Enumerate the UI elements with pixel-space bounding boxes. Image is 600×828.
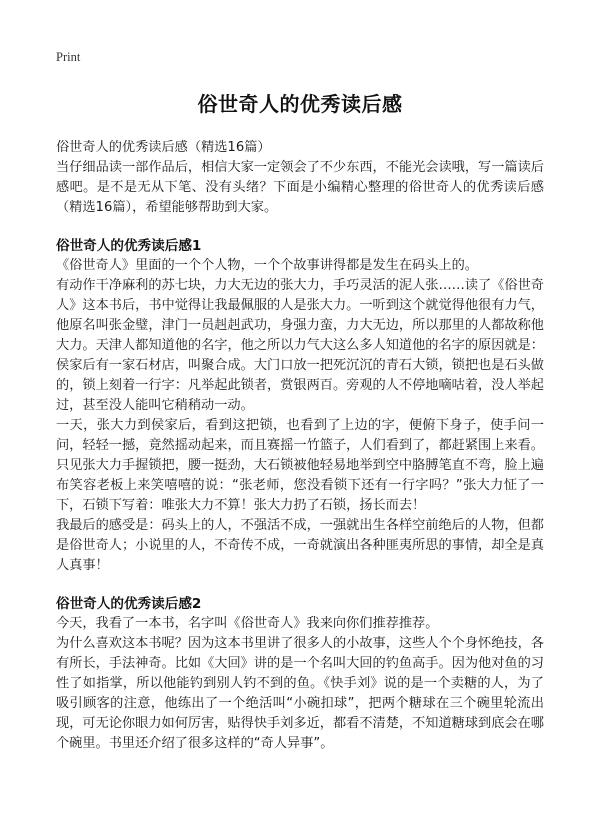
section-heading: 俗世奇人的优秀读后感1 (56, 238, 202, 254)
section-heading: 俗世奇人的优秀读后感2 (56, 596, 202, 612)
paragraph: 《俗世奇人》里面的一个个人物，一个个故事讲得都是发生在码头上的。 (56, 258, 478, 273)
paragraph: 一天，张大力到侯家后，看到这把锁，也看到了上边的字，便俯下身子，使手问一问，轻轻一撼，竟然摇动起来，而且赛摇一竹篮子，人们看到了，都赶紧围上来看。只见张大力手握锁把，腰一挺劲，大石锁被他轻易地举到空中胳膊笔直不弯，脸上遍布笑容老板上来笑嘻嘻的说：“张老师，您没看锁下还有一行字吗？”张大力怔了一下，石锁下写着：唯张大力不算！张大力扔了石锁，扬长而去！ (56, 418, 544, 513)
paragraph: 我最后的感受是：码头上的人，不强活不成，一强就出生各样空前绝后的人物，但都是俗世奇人；小说里的人，不奇传不成，一奇就演出各种匪夷所思的事情，却全是真人真事！ (56, 518, 544, 573)
paragraph: 今天，我看了一本书，名字叫《俗世奇人》我来向你们推荐推荐。 (56, 616, 439, 631)
print-link[interactable]: Print (56, 50, 81, 64)
intro-paragraph: 当仔细品读一部作品后，相信大家一定领会了不少东西，不能光会读哦，写一篇读后感吧。是不是无从下笔、没有头绪？下面是小编精心整理的俗世奇人的优秀读后感（精选16篇），希望能够帮助到大家。 (56, 160, 544, 215)
review-section-1 (56, 236, 544, 576)
document-subtitle: 俗世奇人的优秀读后感（精选16篇） (56, 140, 271, 155)
review-section-2 (56, 594, 544, 754)
paragraph: 为什么喜欢这本书呢？因为这本书里讲了很多人的小故事，这些人个个身怀绝技，各有所长，手法神奇。比如《大回》讲的是一个名叫大回的钓鱼高手。因为他对鱼的习性了如指掌，所以他能钓到别人钓不到的鱼。《快手刘》说的是一个卖糖的人，为了吸引顾客的注意，他练出了一个绝活叫“小碗扣球”，把两个糖球在三个碗里轮流出现，可无论你眼力如何厉害，贴得快手刘多近，都看不清楚，不知道糖球到底会在哪个碗里。书里还介绍了很多这样的“奇人异事”。 (56, 636, 544, 751)
paragraph: 有动作干净麻利的苏七块，力大无边的张大力，手巧灵活的泥人张……读了《俗世奇人》这本书后，书中觉得让我最佩服的人是张大力。一听到这个就觉得他很有力气，他原名叫张金璧，津门一员赳赳武功，身强力蛮，力大无边，所以那里的人都故称他大力。天津人都知道他的名字，他之所以力气大这么多人知道他的名字的原因就是：侯家后有一家石材店，叫聚合成。大门口放一把死沉沉的青石大锁，锁把也是石头做的，锁上刻着一行字：凡举起此锁者，赏银两百。旁观的人不停地嘀咕着，没人举起过，甚至没人能叫它稍稍动一动。 (56, 278, 544, 413)
document-title: 俗世奇人的优秀读后感 (197, 92, 403, 116)
